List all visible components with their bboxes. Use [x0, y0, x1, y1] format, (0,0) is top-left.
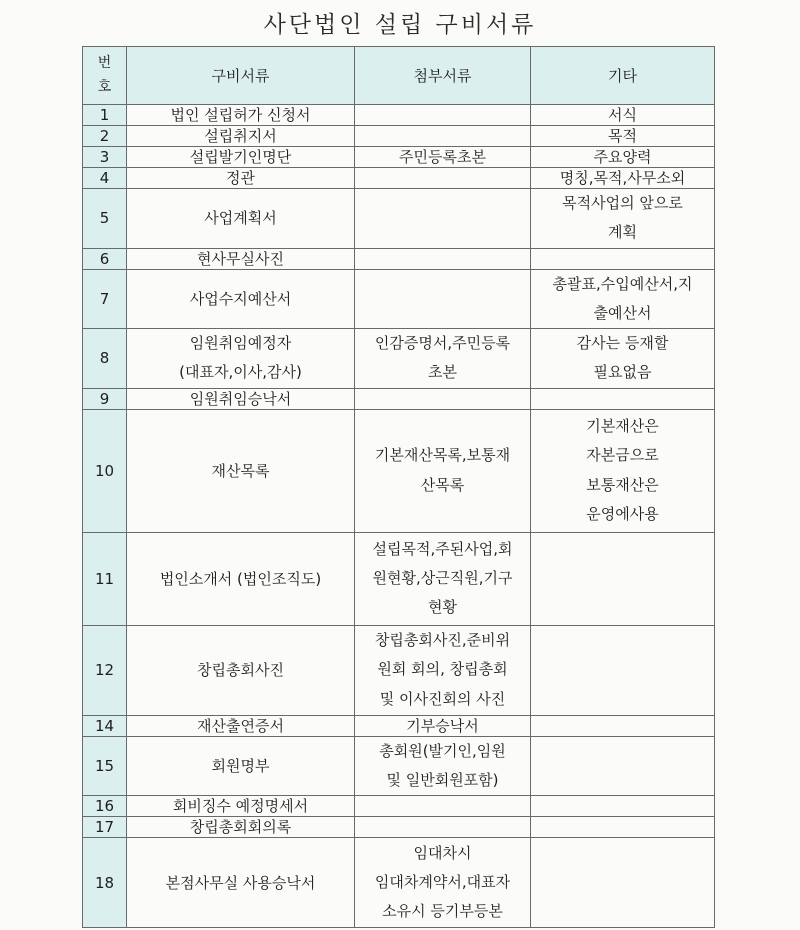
row-number: 4 [83, 168, 127, 189]
etc-note [531, 796, 715, 817]
etc-note: 주요양력 [531, 147, 715, 168]
attached-document [355, 817, 531, 838]
required-document: 창립총회사진 [127, 625, 355, 715]
etc-note [531, 817, 715, 838]
row-number: 11 [83, 532, 127, 625]
required-document: 재산출연증서 [127, 715, 355, 736]
table-row [83, 105, 715, 126]
etc-note: 서식 [531, 105, 715, 126]
table-row [83, 189, 715, 249]
row-number: 1 [83, 105, 127, 126]
attached-document: 창립총회사진,준비위 원회 회의, 창립총회 및 이사진회의 사진 [355, 625, 531, 715]
row-number: 12 [83, 625, 127, 715]
row-number: 16 [83, 796, 127, 817]
row-number: 10 [83, 409, 127, 532]
table-row [83, 796, 715, 817]
etc-note: 목적사업의 앞으로 계획 [531, 189, 715, 249]
row-number: 7 [83, 269, 127, 329]
table-row [83, 329, 715, 389]
attached-document [355, 126, 531, 147]
etc-note [531, 532, 715, 625]
row-number: 6 [83, 248, 127, 269]
attached-document: 기본재산목록,보통재 산목록 [355, 409, 531, 532]
table-row [83, 817, 715, 838]
attached-document [355, 796, 531, 817]
header-number: 번 호 [83, 47, 127, 105]
required-document: 본점사무실 사용승낙서 [127, 838, 355, 928]
etc-note [531, 388, 715, 409]
required-document: 임원취임승낙서 [127, 388, 355, 409]
required-document: 회원명부 [127, 736, 355, 796]
table-row [83, 126, 715, 147]
table-row [83, 409, 715, 532]
attached-document: 기부승낙서 [355, 715, 531, 736]
etc-note [531, 736, 715, 796]
required-document: 설립취지서 [127, 126, 355, 147]
required-document: 재산목록 [127, 409, 355, 532]
etc-note [531, 248, 715, 269]
attached-document: 총회원(발기인,임원 및 일반회원포함) [355, 736, 531, 796]
attached-document: 주민등록초본 [355, 147, 531, 168]
attached-document [355, 269, 531, 329]
table-row [83, 168, 715, 189]
required-document: 회비징수 예정명세서 [127, 796, 355, 817]
table-row [83, 532, 715, 625]
required-document: 현사무실사진 [127, 248, 355, 269]
attached-document [355, 168, 531, 189]
required-document: 법인 설립허가 신청서 [127, 105, 355, 126]
row-number: 5 [83, 189, 127, 249]
table-row [83, 248, 715, 269]
attached-document [355, 105, 531, 126]
required-document: 법인소개서 (법인조직도) [127, 532, 355, 625]
row-number: 8 [83, 329, 127, 389]
etc-note: 목적 [531, 126, 715, 147]
table-header-row [83, 47, 715, 105]
row-number: 14 [83, 715, 127, 736]
attached-document [355, 189, 531, 249]
row-number: 17 [83, 817, 127, 838]
etc-note [531, 715, 715, 736]
row-number: 15 [83, 736, 127, 796]
table-body [83, 105, 715, 928]
row-number: 3 [83, 147, 127, 168]
required-document: 임원취임예정자 (대표자,이사,감사) [127, 329, 355, 389]
etc-note: 감사는 등재할 필요없음 [531, 329, 715, 389]
required-documents-table [82, 46, 715, 928]
etc-note [531, 838, 715, 928]
attached-document: 임대차시 임대차계약서,대표자 소유시 등기부등본 [355, 838, 531, 928]
table-row [83, 736, 715, 796]
header-etc: 기타 [531, 47, 715, 105]
row-number: 2 [83, 126, 127, 147]
table-row [83, 388, 715, 409]
attached-document: 설립목적,주된사업,회 원현황,상근직원,기구 현황 [355, 532, 531, 625]
attached-document [355, 248, 531, 269]
row-number: 9 [83, 388, 127, 409]
required-document: 사업계획서 [127, 189, 355, 249]
required-document: 사업수지예산서 [127, 269, 355, 329]
etc-note: 기본재산은 자본금으로 보통재산은 운영에사용 [531, 409, 715, 532]
etc-note [531, 625, 715, 715]
row-number: 18 [83, 838, 127, 928]
header-required-documents: 구비서류 [127, 47, 355, 105]
table-row [83, 147, 715, 168]
table-row [83, 838, 715, 928]
attached-document: 인감증명서,주민등록 초본 [355, 329, 531, 389]
table-row [83, 715, 715, 736]
required-document: 설립발기인명단 [127, 147, 355, 168]
required-document: 창립총회회의록 [127, 817, 355, 838]
required-document: 정관 [127, 168, 355, 189]
etc-note: 총괄표,수입예산서,지 출예산서 [531, 269, 715, 329]
attached-document [355, 388, 531, 409]
document-title: 사단법인 설립 구비서류 [263, 12, 537, 38]
table-row [83, 269, 715, 329]
etc-note: 명칭,목적,사무소외 [531, 168, 715, 189]
header-attached-documents: 첨부서류 [355, 47, 531, 105]
table-row [83, 625, 715, 715]
